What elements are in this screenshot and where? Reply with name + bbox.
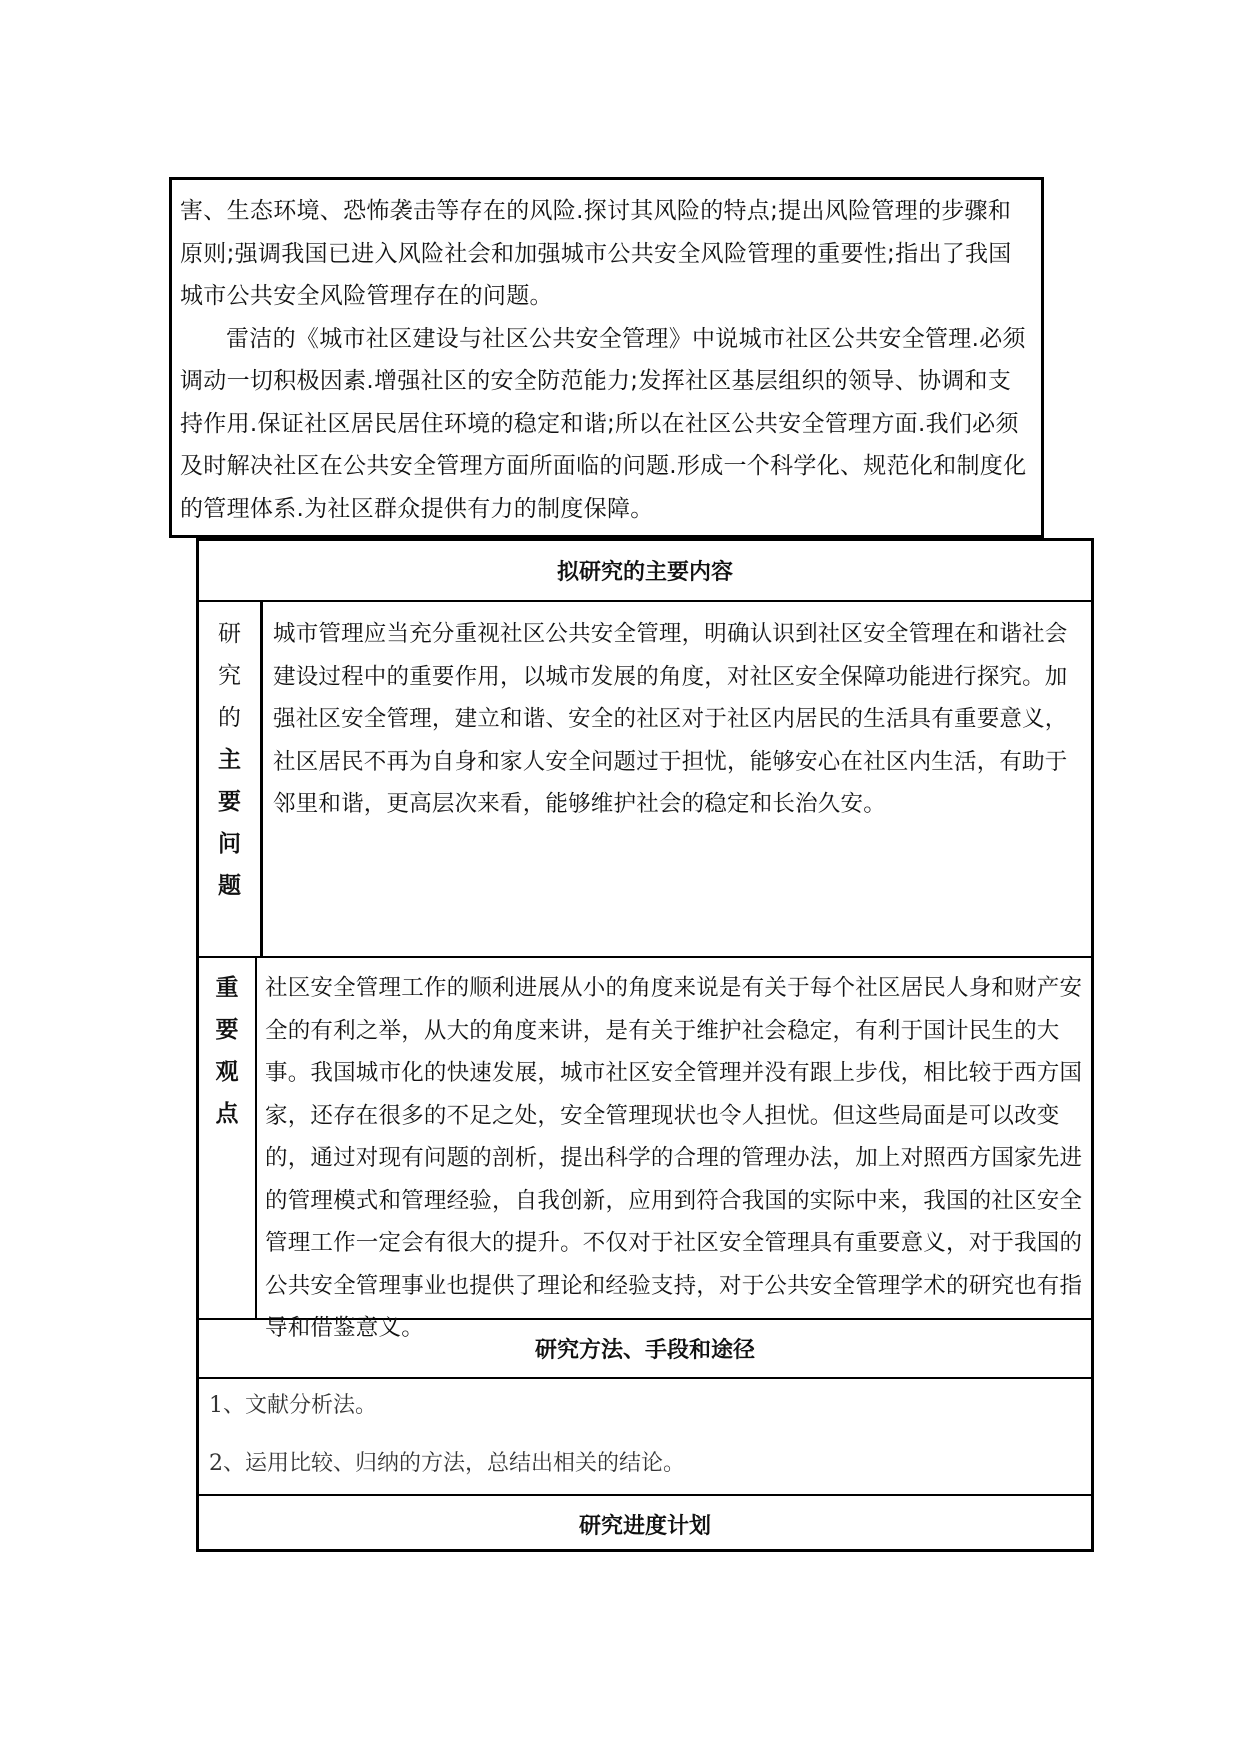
main-questions-label-char: 究 [218,663,241,689]
main-content-header-row [199,541,1091,602]
main-questions-label [199,602,263,956]
key-viewpoints-label-char: 观 [215,1059,239,1085]
method-item: 2、运用比较、归纳的方法，总结出相关的结论。 [209,1451,685,1476]
methods-header-row [199,1320,1091,1379]
main-questions-text: 城市管理应当充分重视社区公共安全管理，明确认识到社区安全管理在和谐社会建设过程中的重要作用，以城市发展的角度，对社区安全保障功能进行探究。加强社区安全管理，建立和谐、安全的社区对于社区内居民的生活具有重要意义，社区居民不再为自身和家人安全问题过于担忧，能够安心在社区内生活，有助于邻里和谐，更高层次来看，能够维护社会的稳定和长治久安。 [273,621,1068,817]
main-questions-label-char: 研 [218,621,241,647]
main-questions-label-char: 主 [218,747,241,773]
key-viewpoints-text: 社区安全管理工作的顺利进展从小的角度来说是有关于每个社区居民人身和财产安全的有利之举，从大的角度来讲，是有关于维护社会稳定，有利于国计民生的大事。我国城市化的快速发展，城市社区安全管理并没有跟上步伐，相比较于西方国家，还存在很多的不足之处，安全管理现状也令人担忧。但这些局面是可以改变的，通过对现有问题的剖析，提出科学的合理的管理办法，加上对照西方国家先进的管理模式和管理经验，自我创新，应用到符合我国的实际中来，我国的社区安全管理工作一定会有很大的提升。不仅对于社区安全管理具有重要意义，对于我国的公共安全管理事业也提供了理论和经验支持，对于公共安全管理学术的研究也有指导和借鉴意义。 [265,975,1083,1341]
key-viewpoints-row [199,958,1091,1341]
main-questions-content [263,602,1091,956]
main-questions-label-char: 的 [218,705,241,731]
method-item: 1、文献分析法。 [209,1393,377,1418]
main-questions-row [199,602,1091,958]
review-paragraph-1: 害、生态环境、恐怖袭击等存在的风险.探讨其风险的特点;提出风险管理的步骤和原则;强调我国已进入风险社会和加强城市公共安全风险管理的重要性;指出了我国城市公共安全风险管理存在的问题。 [180,198,1012,309]
key-viewpoints-content [257,958,1091,1341]
key-viewpoints-label [199,958,257,1318]
literature-review-box [169,177,1044,538]
main-content-header: 拟研究的主要内容 [556,560,733,585]
key-viewpoints-label-char: 点 [215,1101,239,1127]
methods-row [199,1379,1091,1496]
methods-header: 研究方法、手段和途径 [534,1338,755,1363]
research-content-table [196,538,1094,1552]
main-questions-label-char: 题 [218,873,241,899]
schedule-header-row [199,1496,1091,1552]
main-questions-label-char: 问 [218,831,241,857]
key-viewpoints-label-char: 要 [215,1017,239,1043]
main-questions-label-char: 要 [218,789,241,815]
schedule-header: 研究进度计划 [578,1513,711,1539]
review-paragraph-2: 雷洁的《城市社区建设与社区公共安全管理》中说城市社区公共安全管理.必须调动一切积极因素.增强社区的安全防范能力;发挥社区基层组织的领导、协调和支持作用.保证社区居民居住环境的稳定和谐;所以在社区公共安全管理方面.我们必须及时解决社区在公共安全管理方面所面临的问题.形成一个科学化、规范化和制度化的管理体系.为社区群众提供有力的制度保障。 [180,325,1027,522]
key-viewpoints-label-char: 重 [215,975,239,1001]
